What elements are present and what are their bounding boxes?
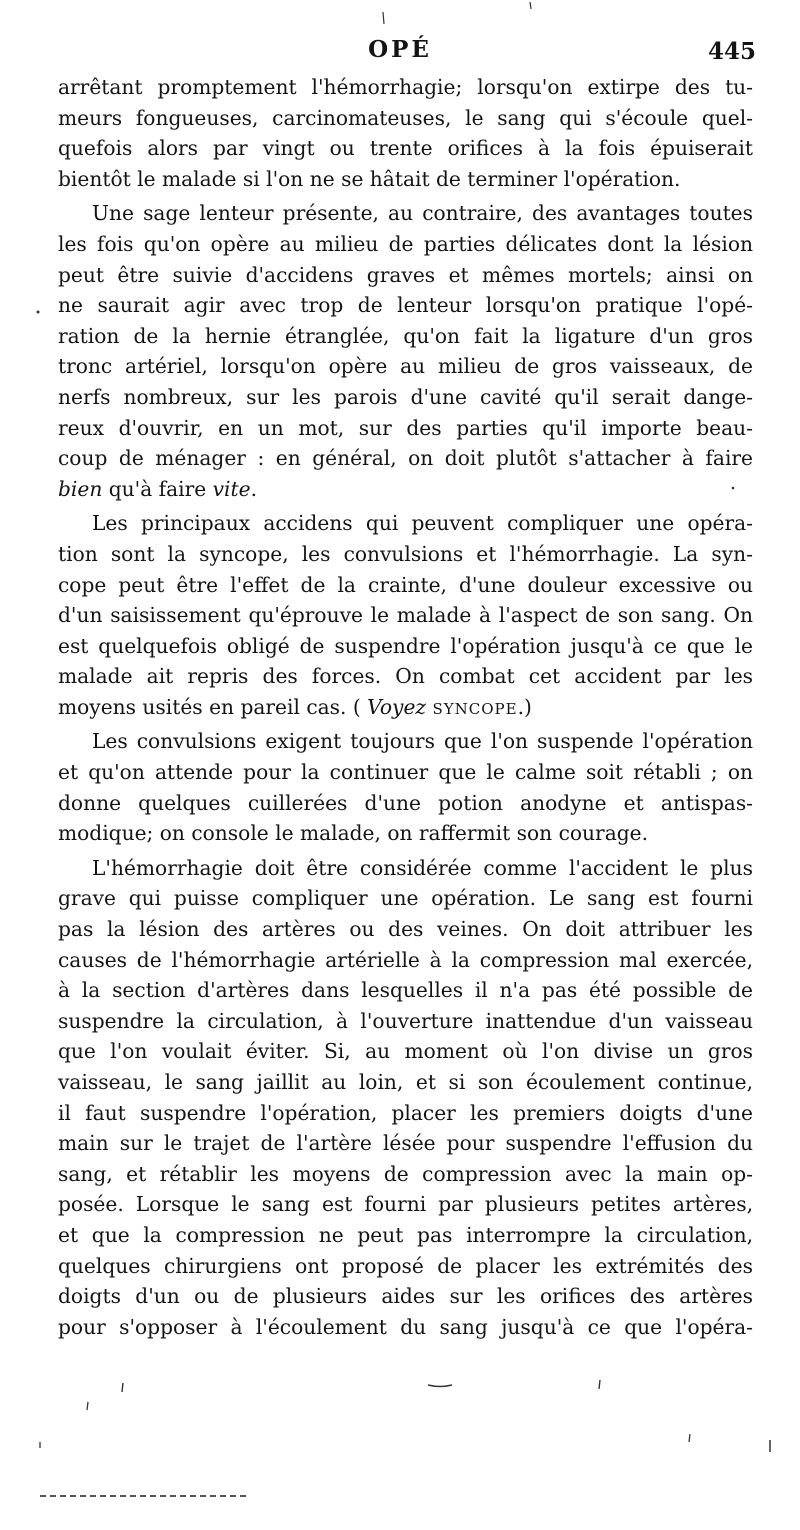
italic-word: Voyez (367, 694, 427, 719)
text-line: Les principaux accidens qui peuvent compliquer une opéra- (92, 511, 753, 536)
text-line: il faut suspendre l'opération, placer les premiers doigts d'une (58, 1100, 753, 1125)
text-line: pour s'opposer à l'écoulement du sang jusqu'à ce que l'opéra- (58, 1314, 753, 1339)
text-line: suspendre la circulation, à l'ouverture inattendue d'un vaisseau (58, 1008, 753, 1033)
text-line: cope peut être l'effet de la crainte, d'une douleur excessive ou (58, 572, 753, 597)
small-caps-word: SYNCOPE (432, 699, 518, 718)
body-text (58, 72, 753, 1346)
speck (428, 1385, 452, 1387)
text-line: coup de ménager : en général, on doit plutôt s'attacher à faire (58, 446, 753, 471)
text-line: causes de l'hémorrhagie artérielle à la compression mal exercée, (58, 947, 753, 972)
text-line: doigts d'un ou de plusieurs aides sur les orifices des artères (58, 1284, 753, 1309)
speck (87, 1402, 88, 1410)
italic-word: vite (212, 476, 251, 501)
speck (122, 1383, 123, 1392)
text-line: L'hémorrhagie doit être considérée comme l'accident le plus (92, 855, 753, 880)
paragraph-5 (58, 853, 753, 1343)
running-head: OPÉ (368, 36, 432, 63)
speck (37, 311, 40, 314)
speck (689, 1434, 690, 1442)
text-line (58, 474, 753, 505)
text-line: modique; on console le malade, on raffermit son courage. (58, 821, 649, 846)
text-line: d'un saisissement qu'éprouve le malade à l'aspect de son sang. On (58, 603, 753, 628)
text-line: posée. Lorsque le sang est fourni par plusieurs petites artères, (58, 1192, 753, 1217)
text-fragment: .) (517, 694, 532, 719)
text-line: arrêtant promptement l'hémorrhagie; lorsqu'on extirpe des tu- (58, 75, 753, 99)
text-fragment: . (250, 476, 257, 501)
paragraph-2 (58, 198, 753, 504)
paragraph-3 (58, 508, 753, 722)
text-line: Une sage lenteur présente, au contraire, des avantages toutes (92, 201, 753, 226)
text-line: quelques chirurgiens ont proposé de placer les extrémités des (58, 1253, 753, 1278)
text-line: meurs fongueuses, carcinomateuses, le sang qui s'écoule quel- (58, 105, 753, 130)
text-line: tronc artériel, lorsqu'on opère au milieu de gros vaisseaux, de (58, 354, 753, 379)
text-line: et qu'on attende pour la continuer que le calme soit rétabli ; on (58, 760, 753, 785)
text-line: peut être suivie d'accidens graves et mêmes mortels; ainsi on (58, 262, 753, 287)
text-fragment: moyens usités en pareil cas. ( (58, 694, 368, 719)
text-line: main sur le trajet de l'artère lésée pour suspendre l'effusion du (58, 1131, 753, 1156)
text-line: grave qui puisse compliquer une opération. Le sang est fourni (58, 886, 753, 911)
text-line: les fois qu'on opère au milieu de parties délicates dont la lésion (58, 231, 753, 256)
text-line: malade ait repris des forces. On combat cet accident par les (58, 664, 753, 689)
text-line: donne quelques cuillerées d'une potion anodyne et antispas- (58, 790, 753, 815)
text-line: reux d'ouvrir, en un mot, sur des parties qu'il importe beau- (58, 415, 753, 440)
text-line: pas la lésion des artères ou des veines. On doit attribuer les (58, 917, 753, 942)
speck (599, 1380, 600, 1389)
page-number: 445 (707, 38, 756, 65)
text-line: que l'on voulait éviter. Si, au moment où l'on divise un gros (58, 1039, 753, 1064)
text-line: est quelquefois obligé de suspendre l'opération jusqu'à ce que le (58, 633, 753, 658)
text-line: et que la compression ne peut pas interrompre la circulation, (58, 1222, 753, 1247)
text-line: Les convulsions exigent toujours que l'on suspende l'opération (92, 729, 753, 754)
text-fragment: qu'à faire (102, 476, 213, 501)
page-header (0, 36, 800, 76)
text-line: tion sont la syncope, les convulsions et l'hémorrhagie. La syn- (58, 541, 753, 566)
text-line (58, 692, 753, 723)
text-line: ne saurait agir avec trop de lenteur lorsqu'on pratique l'opé- (58, 293, 753, 318)
text-line: bientôt le malade si l'on ne se hâtait de terminer l'opération. (58, 166, 681, 191)
text-line: ration de la hernie étranglée, qu'on fait la ligature d'un gros (58, 323, 753, 348)
italic-word: bien (58, 476, 103, 501)
text-line: vaisseau, le sang jaillit au loin, et si son écoulement continue, (58, 1070, 753, 1094)
speck (383, 12, 384, 24)
text-line: à la section d'artères dans lesquelles il n'a pas été possible de (58, 978, 753, 1003)
speck (530, 2, 531, 9)
paragraph-4 (58, 726, 753, 848)
paragraph-1 (58, 72, 753, 194)
text-line: quefois alors par vingt ou trente orifices à la fois épuiserait (58, 136, 753, 161)
text-line: nerfs nombreux, sur les parois d'une cavité qu'il serait dange- (58, 384, 753, 409)
text-line: sang, et rétablir les moyens de compression avec la main op- (58, 1161, 753, 1186)
